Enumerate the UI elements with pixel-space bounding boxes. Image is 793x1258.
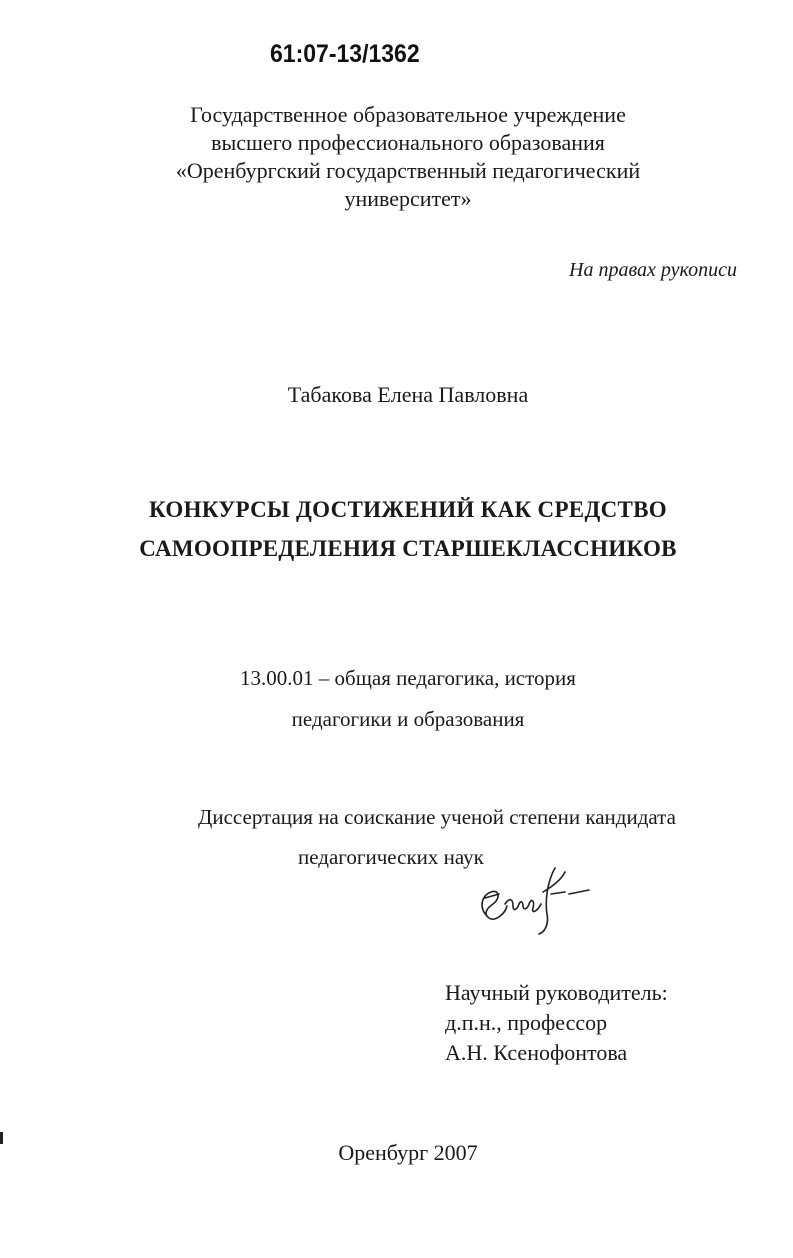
- supervisor-degree: д.п.н., профессор: [445, 1010, 608, 1035]
- dissertation-title: [0, 490, 793, 568]
- degree-line: Диссертация на соискание ученой степени кандидата: [198, 805, 676, 829]
- manuscript-note: На правах рукописи: [569, 259, 737, 281]
- title-line: КОНКУРСЫ ДОСТИЖЕНИЙ КАК СРЕДСТВО: [149, 497, 667, 522]
- city-year: Оренбург 2007: [338, 1140, 478, 1165]
- institution-line: высшего профессионального образования: [211, 130, 605, 155]
- institution-block: [0, 101, 793, 213]
- handwritten-signature: [465, 858, 595, 938]
- specialty-line: педагогики и образования: [291, 707, 525, 731]
- scan-edge-mark: [0, 1132, 3, 1144]
- supervisor-name: А.Н. Ксенофонтова: [445, 1040, 628, 1065]
- supervisor-label: Научный руководитель:: [445, 980, 668, 1005]
- author-name: Табакова Елена Павловна: [287, 382, 529, 407]
- institution-line: университет»: [344, 186, 472, 211]
- institution-line: Государственное образовательное учреждение: [190, 102, 626, 127]
- specialty-line: 13.00.01 – общая педагогика, история: [240, 666, 576, 690]
- institution-line: «Оренбургский государственный педагогический: [175, 158, 641, 183]
- specialty-code: [0, 658, 793, 740]
- degree-line: педагогических наук: [298, 845, 484, 869]
- catalog-stamp: 61:07-13/1362: [270, 40, 420, 68]
- title-line: САМООПРЕДЕЛЕНИЯ СТАРШЕКЛАССНИКОВ: [139, 536, 677, 561]
- supervisor-block: [445, 978, 668, 1068]
- degree-statement: [0, 797, 793, 877]
